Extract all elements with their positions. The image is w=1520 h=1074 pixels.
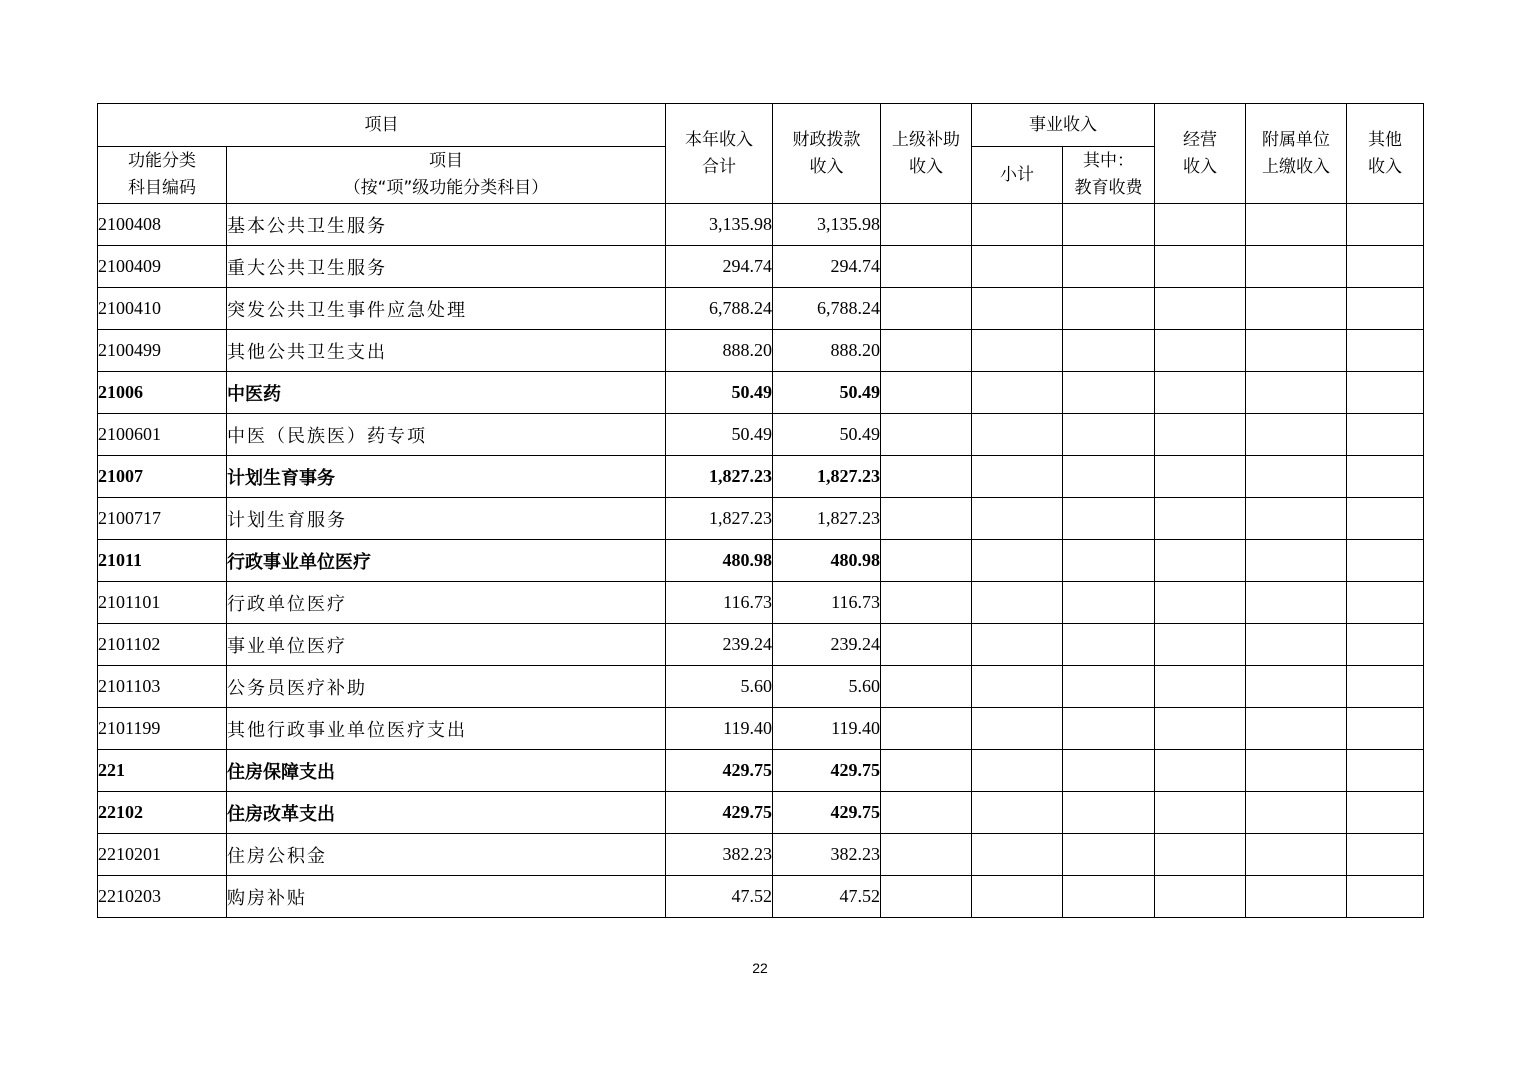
table-body	[98, 204, 1424, 918]
code-cell: 2101199	[98, 708, 227, 750]
page-number: 22	[752, 960, 768, 976]
fiscal-income-cell: 1,827.23	[773, 456, 881, 498]
item-name-cell: 突发公共卫生事件应急处理	[227, 288, 666, 330]
header-project: 项目	[98, 104, 666, 147]
superior-subsidy-cell	[881, 708, 972, 750]
table-row	[98, 750, 1424, 792]
total-income-cell: 294.74	[666, 246, 773, 288]
total-income-cell: 5.60	[666, 666, 773, 708]
subtotal-cell	[972, 834, 1063, 876]
code-cell: 2210201	[98, 834, 227, 876]
item-name-cell: 住房改革支出	[227, 792, 666, 834]
header-function-code: 功能分类 科目编码	[98, 147, 227, 204]
affiliated-income-cell	[1246, 414, 1347, 456]
superior-subsidy-cell	[881, 876, 972, 918]
item-name-cell: 中医（民族医）药专项	[227, 414, 666, 456]
subtotal-cell	[972, 624, 1063, 666]
other-income-cell	[1347, 792, 1424, 834]
subtotal-cell	[972, 246, 1063, 288]
header-subtotal: 小计	[972, 147, 1063, 204]
total-income-cell: 50.49	[666, 414, 773, 456]
operating-income-cell	[1155, 498, 1246, 540]
table-row	[98, 792, 1424, 834]
education-fee-cell	[1063, 666, 1155, 708]
subtotal-cell	[972, 750, 1063, 792]
other-income-cell	[1347, 246, 1424, 288]
item-name-cell: 公务员医疗补助	[227, 666, 666, 708]
income-table	[97, 103, 1424, 918]
other-income-cell	[1347, 372, 1424, 414]
header-fiscal-appropriation: 财政拨款 收入	[773, 104, 881, 204]
superior-subsidy-cell	[881, 246, 972, 288]
other-income-cell	[1347, 750, 1424, 792]
superior-subsidy-cell	[881, 456, 972, 498]
subtotal-cell	[972, 288, 1063, 330]
total-income-cell: 429.75	[666, 792, 773, 834]
fiscal-income-cell: 50.49	[773, 414, 881, 456]
code-cell: 21006	[98, 372, 227, 414]
header-other-income: 其他 收入	[1347, 104, 1424, 204]
fiscal-income-cell: 429.75	[773, 792, 881, 834]
other-income-cell	[1347, 204, 1424, 246]
superior-subsidy-cell	[881, 498, 972, 540]
operating-income-cell	[1155, 624, 1246, 666]
total-income-cell: 116.73	[666, 582, 773, 624]
education-fee-cell	[1063, 708, 1155, 750]
subtotal-cell	[972, 708, 1063, 750]
operating-income-cell	[1155, 666, 1246, 708]
table-row	[98, 414, 1424, 456]
operating-income-cell	[1155, 834, 1246, 876]
other-income-cell	[1347, 456, 1424, 498]
fiscal-income-cell: 382.23	[773, 834, 881, 876]
education-fee-cell	[1063, 582, 1155, 624]
superior-subsidy-cell	[881, 330, 972, 372]
education-fee-cell	[1063, 330, 1155, 372]
subtotal-cell	[972, 876, 1063, 918]
subtotal-cell	[972, 204, 1063, 246]
subtotal-cell	[972, 540, 1063, 582]
education-fee-cell	[1063, 498, 1155, 540]
item-name-cell: 购房补贴	[227, 876, 666, 918]
affiliated-income-cell	[1246, 330, 1347, 372]
subtotal-cell	[972, 792, 1063, 834]
operating-income-cell	[1155, 246, 1246, 288]
code-cell: 2101103	[98, 666, 227, 708]
code-cell: 2100601	[98, 414, 227, 456]
other-income-cell	[1347, 666, 1424, 708]
code-cell: 221	[98, 750, 227, 792]
item-name-cell: 计划生育服务	[227, 498, 666, 540]
total-income-cell: 480.98	[666, 540, 773, 582]
other-income-cell	[1347, 330, 1424, 372]
item-name-cell: 基本公共卫生服务	[227, 204, 666, 246]
fiscal-income-cell: 6,788.24	[773, 288, 881, 330]
superior-subsidy-cell	[881, 540, 972, 582]
table-row	[98, 708, 1424, 750]
total-income-cell: 119.40	[666, 708, 773, 750]
affiliated-income-cell	[1246, 834, 1347, 876]
subtotal-cell	[972, 372, 1063, 414]
item-name-cell: 行政事业单位医疗	[227, 540, 666, 582]
affiliated-income-cell	[1246, 372, 1347, 414]
affiliated-income-cell	[1246, 204, 1347, 246]
education-fee-cell	[1063, 876, 1155, 918]
header-item-name: 项目 （按“项”级功能分类科目）	[227, 147, 666, 204]
item-name-cell: 重大公共卫生服务	[227, 246, 666, 288]
superior-subsidy-cell	[881, 624, 972, 666]
operating-income-cell	[1155, 330, 1246, 372]
header-operating-income: 经营 收入	[1155, 104, 1246, 204]
table-row	[98, 498, 1424, 540]
code-cell: 21011	[98, 540, 227, 582]
code-cell: 2100499	[98, 330, 227, 372]
total-income-cell: 50.49	[666, 372, 773, 414]
item-name-cell: 事业单位医疗	[227, 624, 666, 666]
total-income-cell: 382.23	[666, 834, 773, 876]
affiliated-income-cell	[1246, 498, 1347, 540]
affiliated-income-cell	[1246, 666, 1347, 708]
fiscal-income-cell: 50.49	[773, 372, 881, 414]
fiscal-income-cell: 429.75	[773, 750, 881, 792]
table-row	[98, 372, 1424, 414]
header-business-income: 事业收入	[972, 104, 1155, 147]
table-header	[98, 104, 1424, 204]
subtotal-cell	[972, 414, 1063, 456]
item-name-cell: 其他公共卫生支出	[227, 330, 666, 372]
other-income-cell	[1347, 540, 1424, 582]
other-income-cell	[1347, 582, 1424, 624]
code-cell: 2100410	[98, 288, 227, 330]
superior-subsidy-cell	[881, 204, 972, 246]
affiliated-income-cell	[1246, 246, 1347, 288]
table-row	[98, 582, 1424, 624]
table-row	[98, 666, 1424, 708]
other-income-cell	[1347, 708, 1424, 750]
header-education-fee: 其中： 教育收费	[1063, 147, 1155, 204]
fiscal-income-cell: 3,135.98	[773, 204, 881, 246]
superior-subsidy-cell	[881, 834, 972, 876]
other-income-cell	[1347, 834, 1424, 876]
code-cell: 2100408	[98, 204, 227, 246]
superior-subsidy-cell	[881, 582, 972, 624]
code-cell: 2210203	[98, 876, 227, 918]
subtotal-cell	[972, 582, 1063, 624]
code-cell: 22102	[98, 792, 227, 834]
affiliated-income-cell	[1246, 750, 1347, 792]
item-name-cell: 行政单位医疗	[227, 582, 666, 624]
total-income-cell: 6,788.24	[666, 288, 773, 330]
education-fee-cell	[1063, 288, 1155, 330]
table-row	[98, 204, 1424, 246]
superior-subsidy-cell	[881, 372, 972, 414]
other-income-cell	[1347, 624, 1424, 666]
fiscal-income-cell: 119.40	[773, 708, 881, 750]
operating-income-cell	[1155, 582, 1246, 624]
education-fee-cell	[1063, 792, 1155, 834]
item-name-cell: 住房保障支出	[227, 750, 666, 792]
header-affiliated-income: 附属单位 上缴收入	[1246, 104, 1347, 204]
table-row	[98, 456, 1424, 498]
affiliated-income-cell	[1246, 624, 1347, 666]
operating-income-cell	[1155, 204, 1246, 246]
subtotal-cell	[972, 498, 1063, 540]
subtotal-cell	[972, 330, 1063, 372]
education-fee-cell	[1063, 456, 1155, 498]
fiscal-income-cell: 239.24	[773, 624, 881, 666]
fiscal-income-cell: 47.52	[773, 876, 881, 918]
total-income-cell: 888.20	[666, 330, 773, 372]
header-superior-subsidy: 上级补助 收入	[881, 104, 972, 204]
table-row	[98, 624, 1424, 666]
operating-income-cell	[1155, 708, 1246, 750]
total-income-cell: 1,827.23	[666, 456, 773, 498]
operating-income-cell	[1155, 876, 1246, 918]
total-income-cell: 3,135.98	[666, 204, 773, 246]
operating-income-cell	[1155, 792, 1246, 834]
table-row	[98, 876, 1424, 918]
code-cell: 2101101	[98, 582, 227, 624]
table-row	[98, 246, 1424, 288]
table-row	[98, 330, 1424, 372]
education-fee-cell	[1063, 834, 1155, 876]
fiscal-income-cell: 1,827.23	[773, 498, 881, 540]
total-income-cell: 239.24	[666, 624, 773, 666]
item-name-cell: 住房公积金	[227, 834, 666, 876]
other-income-cell	[1347, 288, 1424, 330]
header-total-income: 本年收入 合计	[666, 104, 773, 204]
code-cell: 21007	[98, 456, 227, 498]
education-fee-cell	[1063, 414, 1155, 456]
table-row	[98, 540, 1424, 582]
code-cell: 2100409	[98, 246, 227, 288]
education-fee-cell	[1063, 540, 1155, 582]
operating-income-cell	[1155, 414, 1246, 456]
operating-income-cell	[1155, 372, 1246, 414]
item-name-cell: 计划生育事务	[227, 456, 666, 498]
total-income-cell: 1,827.23	[666, 498, 773, 540]
operating-income-cell	[1155, 540, 1246, 582]
other-income-cell	[1347, 876, 1424, 918]
table-row	[98, 288, 1424, 330]
superior-subsidy-cell	[881, 666, 972, 708]
education-fee-cell	[1063, 624, 1155, 666]
subtotal-cell	[972, 666, 1063, 708]
item-name-cell: 其他行政事业单位医疗支出	[227, 708, 666, 750]
fiscal-income-cell: 888.20	[773, 330, 881, 372]
education-fee-cell	[1063, 750, 1155, 792]
operating-income-cell	[1155, 750, 1246, 792]
superior-subsidy-cell	[881, 750, 972, 792]
code-cell: 2100717	[98, 498, 227, 540]
operating-income-cell	[1155, 456, 1246, 498]
superior-subsidy-cell	[881, 792, 972, 834]
other-income-cell	[1347, 498, 1424, 540]
other-income-cell	[1347, 414, 1424, 456]
affiliated-income-cell	[1246, 288, 1347, 330]
operating-income-cell	[1155, 288, 1246, 330]
fiscal-income-cell: 5.60	[773, 666, 881, 708]
total-income-cell: 429.75	[666, 750, 773, 792]
fiscal-income-cell: 480.98	[773, 540, 881, 582]
affiliated-income-cell	[1246, 582, 1347, 624]
fiscal-income-cell: 116.73	[773, 582, 881, 624]
affiliated-income-cell	[1246, 792, 1347, 834]
affiliated-income-cell	[1246, 708, 1347, 750]
superior-subsidy-cell	[881, 414, 972, 456]
affiliated-income-cell	[1246, 540, 1347, 582]
education-fee-cell	[1063, 246, 1155, 288]
affiliated-income-cell	[1246, 876, 1347, 918]
code-cell: 2101102	[98, 624, 227, 666]
table-row	[98, 834, 1424, 876]
education-fee-cell	[1063, 204, 1155, 246]
fiscal-income-cell: 294.74	[773, 246, 881, 288]
subtotal-cell	[972, 456, 1063, 498]
superior-subsidy-cell	[881, 288, 972, 330]
education-fee-cell	[1063, 372, 1155, 414]
item-name-cell: 中医药	[227, 372, 666, 414]
total-income-cell: 47.52	[666, 876, 773, 918]
affiliated-income-cell	[1246, 456, 1347, 498]
